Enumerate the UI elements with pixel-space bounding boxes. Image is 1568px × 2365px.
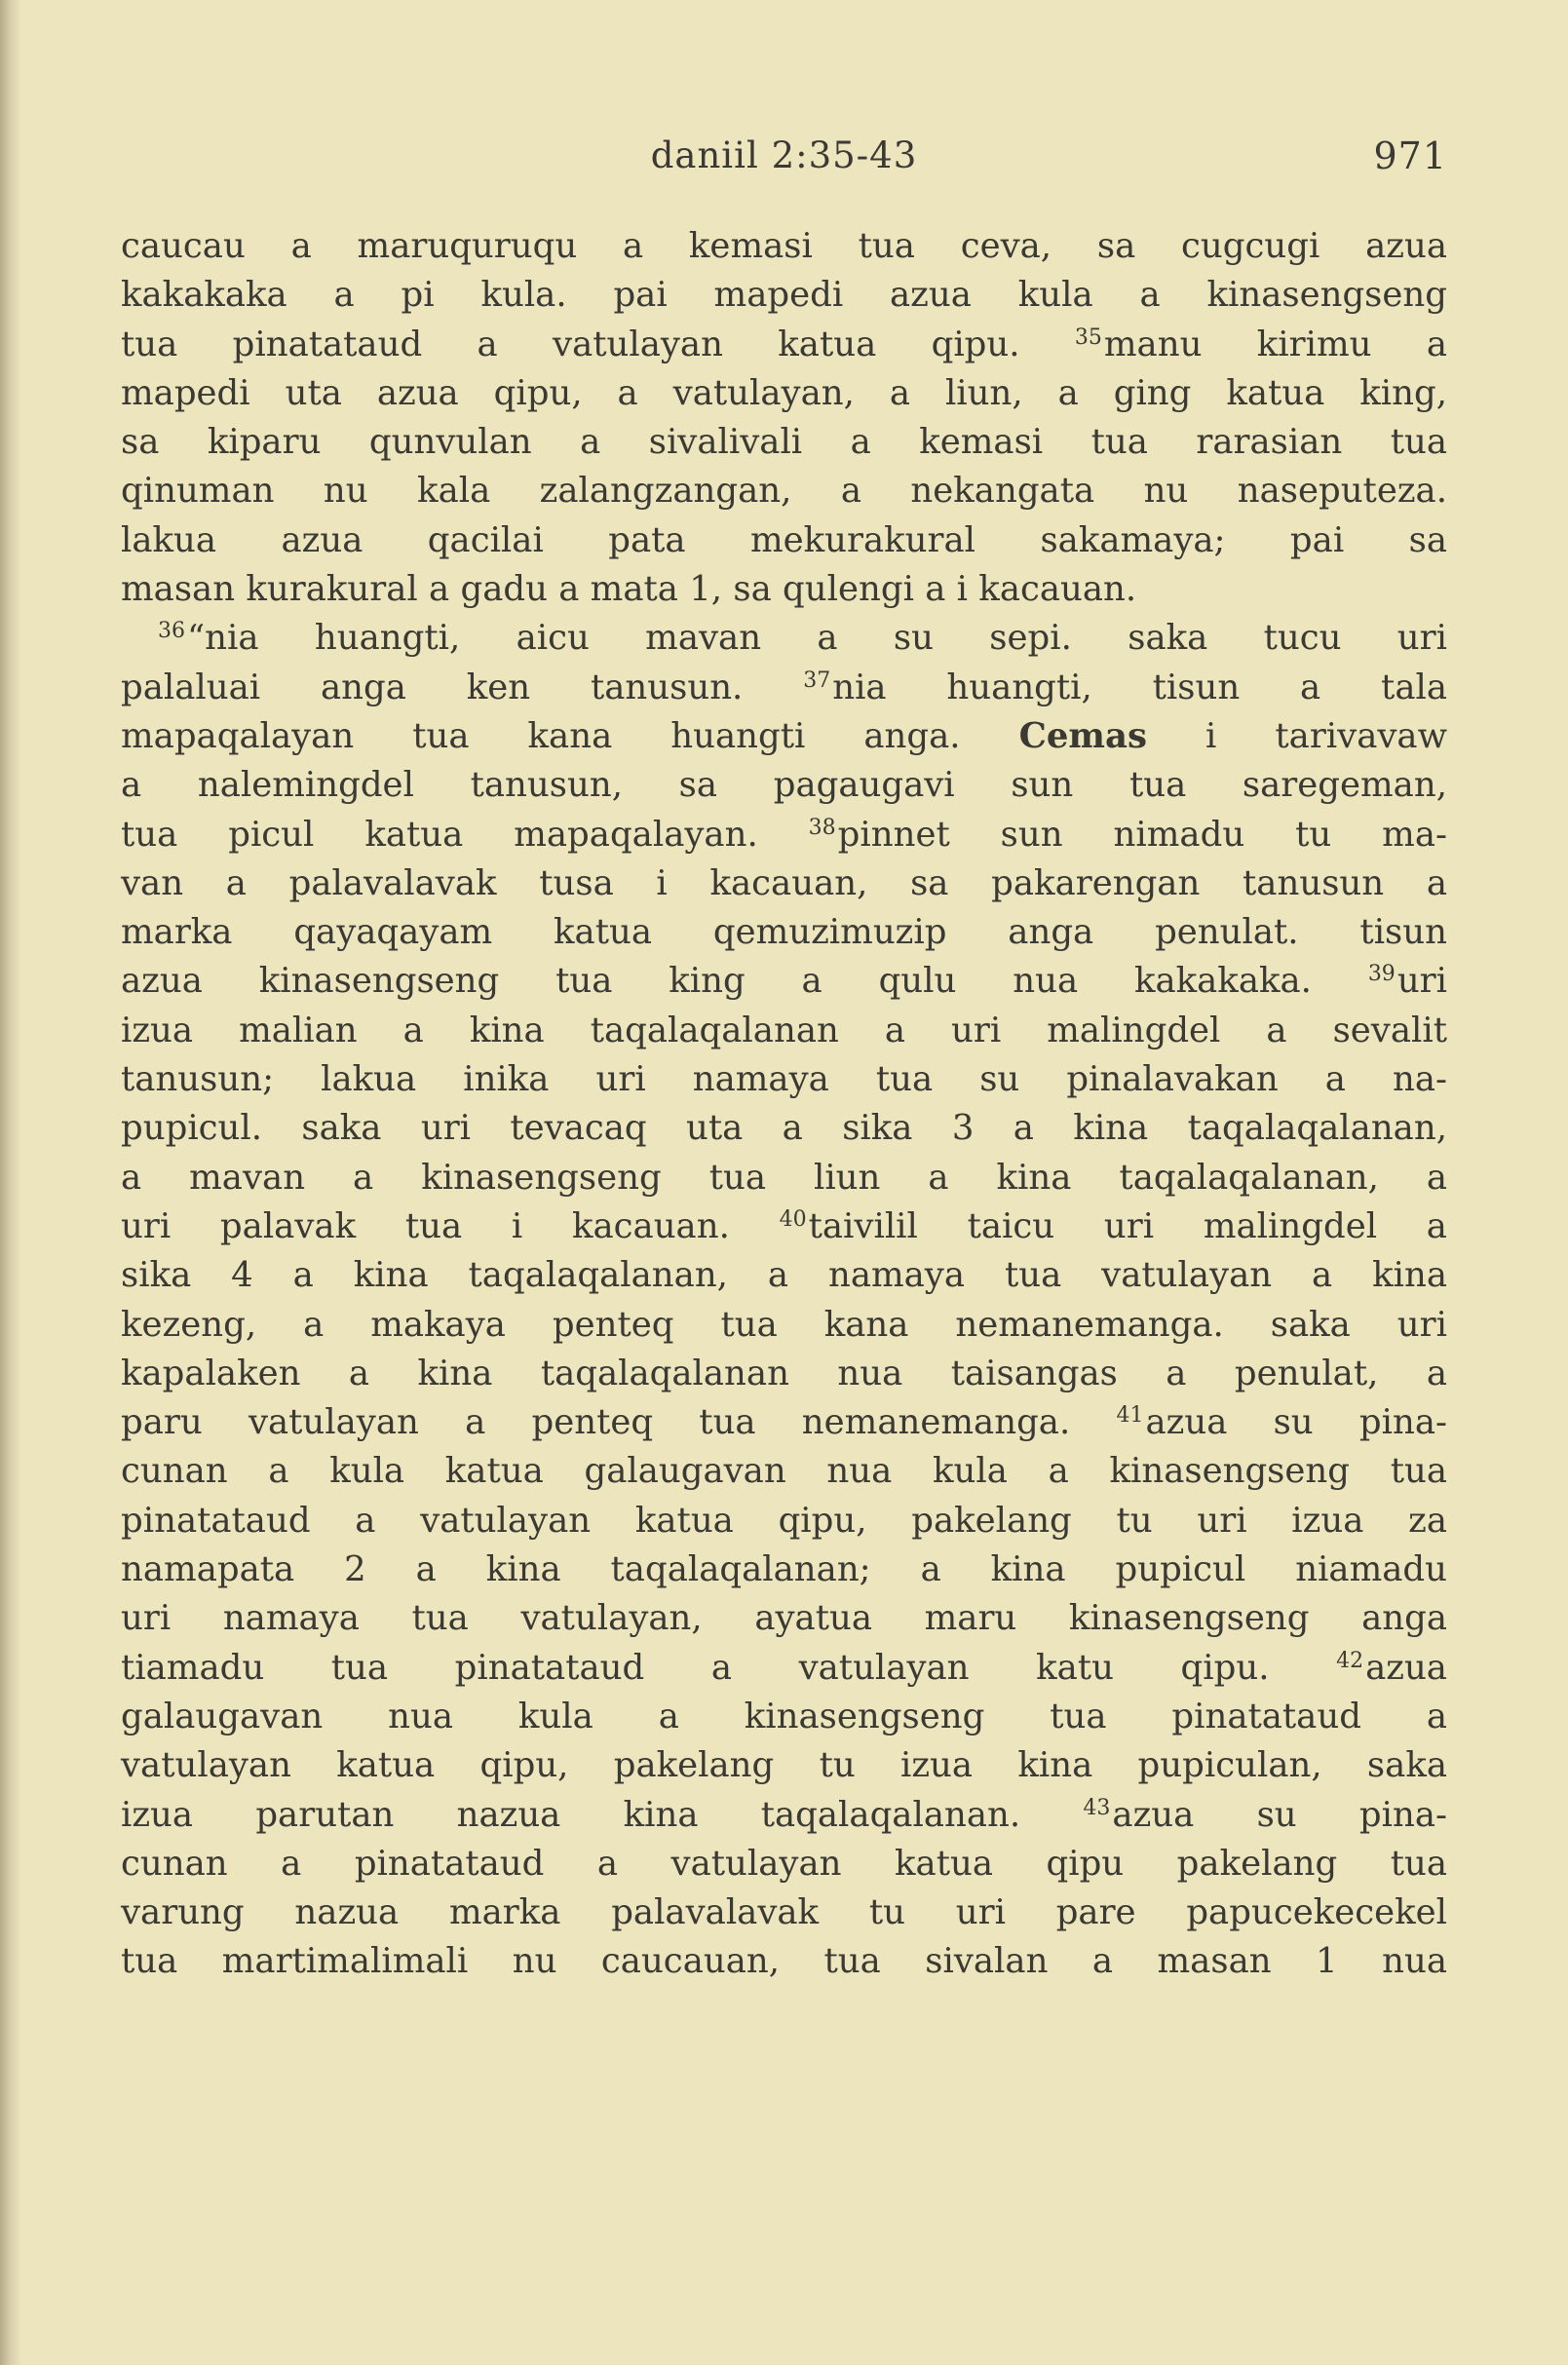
text-line: tanusun; lakua inika uri namaya tua su pinalavakan a na- xyxy=(121,1059,1447,1100)
text-line: paru vatulayan a penteq tua nemanemanga. $^{41}$azua su pina- xyxy=(121,1402,1447,1443)
text-line: azua kinasengseng tua king a qulu nua kakakaka. $^{39}$uri xyxy=(121,961,1447,1002)
verse-number: 37 xyxy=(803,668,831,693)
text-line: kakakaka a pi kula. pai mapedi azua kula a kinasengseng xyxy=(121,275,1447,316)
page-header xyxy=(121,125,1447,187)
verse-number: 36 xyxy=(158,619,185,644)
text-line: a nalemingdel tanusun, sa pagaugavi sun tua saregeman, xyxy=(121,765,1447,806)
text-line: caucau a maruquruqu a kemasi tua ceva, sa cugcugi azua xyxy=(121,226,1447,266)
text-line: cunan a kula katua galaugavan nua kula a kinasengseng tua xyxy=(121,1451,1447,1492)
text-line: galaugavan nua kula a kinasengseng tua pinatataud a xyxy=(121,1696,1447,1736)
text-line: sa kiparu qunvulan a sivalivali a kemasi tua rarasian tua xyxy=(121,422,1447,463)
text-line: qinuman nu kala zalangzangan, a nekangata nu naseputeza. xyxy=(121,471,1447,512)
verse-number: 38 xyxy=(808,815,836,840)
text-line: mapedi uta azua qipu, a vatulayan, a liun, a ging katua king, xyxy=(121,372,1447,413)
text-line: $^{36}$“nia huangti, aicu mavan a su sepi. saka tucu uri xyxy=(158,618,1447,659)
verse-number: 42 xyxy=(1336,1648,1364,1673)
text-line: varung nazua marka palavalavak tu uri pare papucekecekel xyxy=(121,1892,1447,1933)
text-line: izua parutan nazua kina taqalaqalanan. $^{43}$azua su pina- xyxy=(121,1794,1447,1835)
text-line: tua picul katua mapaqalayan. $^{38}$pinnet sun nimadu tu ma- xyxy=(121,814,1447,855)
text-line: pupicul. saka uri tevacaq uta a sika 3 a kina taqalaqalanan, xyxy=(121,1108,1447,1149)
running-head: daniil 2:35-43 xyxy=(650,134,918,176)
page-edge-shadow xyxy=(0,0,21,2365)
scripture-text xyxy=(121,222,1447,1987)
text-line: tiamadu tua pinatataud a vatulayan katu qipu. $^{42}$azua xyxy=(121,1647,1447,1688)
verse-number: 35 xyxy=(1074,324,1102,350)
verse-number: 43 xyxy=(1083,1795,1111,1820)
emphasis-word: Cemas xyxy=(1018,715,1147,756)
text-line: uri palavak tua i kacauan. $^{40}$taivilil taicu uri malingdel a xyxy=(121,1205,1447,1246)
text-line: palaluai anga ken tanusun. $^{37}$nia huangti, tisun a tala xyxy=(121,667,1447,707)
text-line: izua malian a kina taqalaqalanan a uri malingdel a sevalit xyxy=(121,1010,1447,1050)
text-line: kezeng, a makaya penteq tua kana nemanemanga. saka uri xyxy=(121,1304,1447,1345)
text-line: uri namaya tua vatulayan, ayatua maru kinasengseng anga xyxy=(121,1598,1447,1639)
verse-number: 41 xyxy=(1116,1403,1144,1429)
text-line: marka qayaqayam katua qemuzimuzip anga penulat. tisun xyxy=(121,912,1447,953)
text-line: tua martimalimali nu caucauan, tua sivalan a masan 1 nua xyxy=(121,1941,1447,1982)
text-line: cunan a pinatataud a vatulayan katua qipu pakelang tua xyxy=(121,1843,1447,1884)
verse-number: 40 xyxy=(779,1206,807,1232)
text-line: pinatataud a vatulayan katua qipu, pakelang tu uri izua za xyxy=(121,1500,1447,1541)
text-line: lakua azua qacilai pata mekurakural sakamaya; pai sa xyxy=(121,519,1447,560)
text-line: kapalaken a kina taqalaqalanan nua taisangas a penulat, a xyxy=(121,1353,1447,1393)
text-line: sika 4 a kina taqalaqalanan, a namaya tua vatulayan a kina xyxy=(121,1255,1447,1296)
page-number: 971 xyxy=(1373,134,1447,177)
text-line: namapata 2 a kina taqalaqalanan; a kina pupicul niamadu xyxy=(121,1549,1447,1590)
text-line: tua pinatataud a vatulayan katua qipu. $^{35}$manu kirimu a xyxy=(121,324,1447,364)
text-line: van a palavalavak tusa i kacauan, sa pakarengan tanusun a xyxy=(121,862,1447,903)
text-line: a mavan a kinasengseng tua liun a kina taqalaqalanan, a xyxy=(121,1157,1447,1198)
text-line: mapaqalayan tua kana huangti anga. Cemas i tarivavaw xyxy=(121,715,1447,756)
text-line: masan kurakural a gadu a mata 1, sa qulengi a i kacauan. xyxy=(121,569,1137,610)
text-line: vatulayan katua qipu, pakelang tu izua kina pupiculan, saka xyxy=(121,1745,1447,1786)
verse-number: 39 xyxy=(1367,962,1396,987)
